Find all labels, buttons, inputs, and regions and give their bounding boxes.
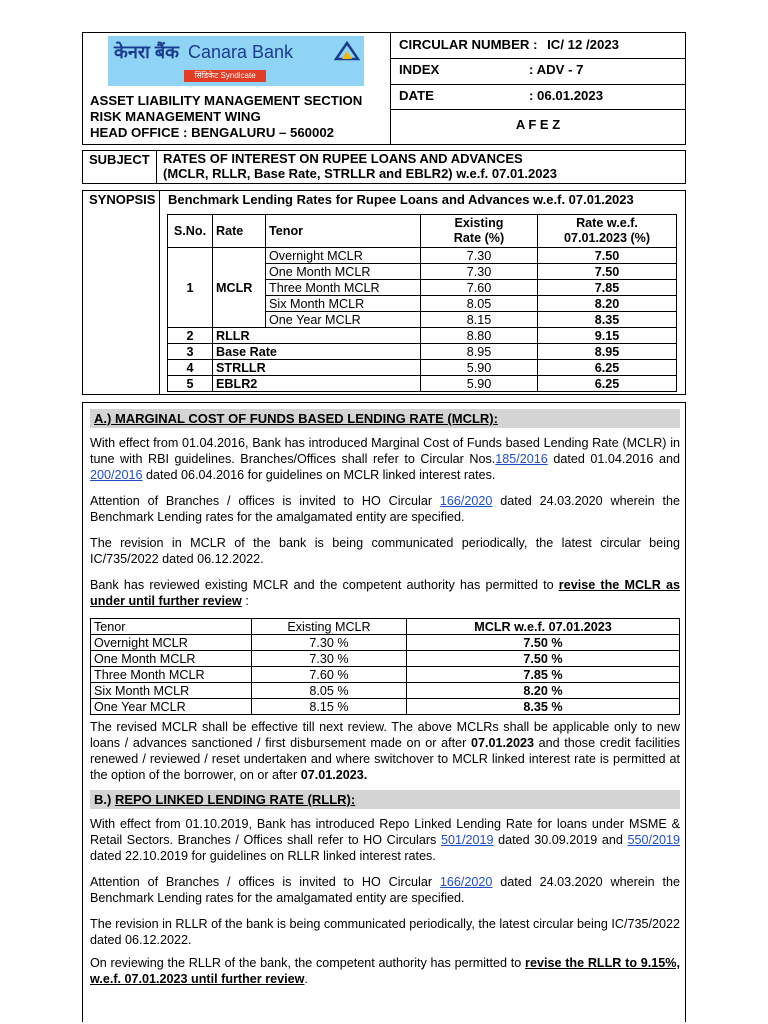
para-text: and those credit facilities renewed / reviewed / reset undertaken and where switchover to MCLR linked interest rate is permitted at the option of the borrower, on or after bbox=[90, 736, 680, 782]
table-row bbox=[168, 248, 677, 264]
cell-existing: 8.05 bbox=[421, 296, 538, 312]
th-tenor: Tenor bbox=[91, 619, 252, 635]
cell-new: 8.35 % bbox=[407, 699, 680, 715]
address-line-2: RISK MANAGEMENT WING bbox=[90, 109, 261, 124]
synopsis-rate-table bbox=[167, 214, 677, 392]
canara-bank-logo bbox=[108, 36, 364, 86]
para-text: The revised MCLR shall be effective till next review. The above MCLRs shall be applicable only to new loans / advances sanctioned / first disbursement made on or after bbox=[90, 720, 680, 750]
table-row bbox=[168, 360, 677, 376]
subject-label: SUBJECT bbox=[89, 152, 150, 167]
cell-existing: 8.15 % bbox=[252, 699, 407, 715]
index-value: : ADV - 7 bbox=[529, 62, 584, 77]
section-a-para-5 bbox=[90, 719, 680, 783]
table-row bbox=[91, 667, 680, 683]
th-new-line1: Rate w.e.f. bbox=[576, 216, 638, 230]
cell-existing: 8.80 bbox=[421, 328, 538, 344]
cell-new: 9.15 bbox=[538, 328, 677, 344]
para-text: dated 30.09.2019 and bbox=[493, 833, 628, 847]
cell-tenor: One Month MCLR bbox=[91, 651, 252, 667]
index-label: INDEX bbox=[399, 62, 440, 77]
cell-rate: EBLR2 bbox=[213, 376, 421, 392]
para-text: dated 01.04.2016 and bbox=[547, 452, 680, 466]
section-b-para-2 bbox=[90, 874, 680, 906]
cell-new: 8.35 bbox=[538, 312, 677, 328]
section-b-heading-text: REPO LINKED LENDING RATE (RLLR): bbox=[114, 792, 356, 807]
circular-number-label: CIRCULAR NUMBER : bbox=[399, 37, 538, 52]
cell-sno: 4 bbox=[168, 360, 213, 376]
header-box bbox=[82, 32, 686, 145]
circular-166-2020-link[interactable]: 166/2020 bbox=[439, 875, 493, 889]
section-a-heading-text: A.) MARGINAL COST OF FUNDS BASED LENDING RATE (MCLR): bbox=[94, 411, 498, 426]
th-existing-line2: Rate (%) bbox=[453, 231, 505, 245]
address-line-3: HEAD OFFICE : BENGALURU – 560002 bbox=[90, 125, 335, 140]
cell-new: 7.85 % bbox=[407, 667, 680, 683]
circular-200-2016-link[interactable]: 200/2016 bbox=[90, 468, 143, 482]
table-row bbox=[91, 651, 680, 667]
cell-tenor: Three Month MCLR bbox=[91, 667, 252, 683]
para-emphasis: revise the MCLR as under until further review bbox=[90, 578, 681, 608]
section-a-para-4 bbox=[90, 577, 680, 609]
th-rate: Rate bbox=[213, 215, 266, 248]
section-b-para-3: The revision in RLLR of the bank is being communicated periodically, the latest circular being IC/735/2022 dated 06.12.2022. bbox=[90, 917, 680, 947]
para-text: dated 24.03.2020 wherein the Benchmark Lending rates for the amalgamated entity are specified. bbox=[90, 494, 680, 524]
th-existing-line1: Existing bbox=[454, 216, 504, 230]
para-emphasis: revise the RLLR to 9.15%, w.e.f. 07.01.2023 until further review bbox=[90, 956, 680, 986]
section-b-para-4 bbox=[90, 955, 680, 987]
subject-line-2: (MCLR, RLLR, Base Rate, STRLLR and EBLR2) w.e.f. 07.01.2023 bbox=[163, 166, 557, 181]
mclr-revision-table bbox=[90, 618, 680, 715]
table-row bbox=[168, 328, 677, 344]
para-text: dated 22.10.2019 for guidelines on RLLR linked interest rates. bbox=[90, 849, 436, 863]
cell-sno: 2 bbox=[168, 328, 213, 344]
date-value: : 06.01.2023 bbox=[529, 88, 604, 103]
th-sno: S.No. bbox=[168, 215, 213, 248]
cell-existing: 5.90 bbox=[421, 376, 538, 392]
cell-rate: Base Rate bbox=[213, 344, 421, 360]
cell-new: 7.85 bbox=[538, 280, 677, 296]
th-new-line2: 07.01.2023 (%) bbox=[563, 231, 651, 245]
cell-new: 6.25 bbox=[538, 360, 677, 376]
para-text: With effect from 01.04.2016, Bank has introduced Marginal Cost of Funds based Lending Rate (MCLR) in tune with RBI guidelines. Branches/Offices shall refer to Circular Nos. bbox=[90, 436, 680, 466]
circular-550-2019-link[interactable]: 550/2019 bbox=[627, 833, 680, 847]
cell-new: 7.50 % bbox=[407, 635, 680, 651]
table-row bbox=[91, 635, 680, 651]
th-existing-mclr: Existing MCLR bbox=[252, 619, 407, 635]
cell-new: 8.20 % bbox=[407, 683, 680, 699]
subject-box bbox=[82, 150, 686, 184]
section-a-heading bbox=[90, 409, 680, 428]
cell-mclr-label: MCLR bbox=[213, 248, 266, 328]
cell-rate: RLLR bbox=[213, 328, 421, 344]
cell-tenor: One Year MCLR bbox=[91, 699, 252, 715]
th-new bbox=[538, 215, 677, 248]
cell-new: 7.50 bbox=[538, 264, 677, 280]
synopsis-label: SYNOPSIS bbox=[89, 192, 156, 207]
cell-new: 8.20 bbox=[538, 296, 677, 312]
circular-number-value: IC/ 12 /2023 bbox=[547, 37, 619, 52]
table-row bbox=[91, 699, 680, 715]
syndicate-badge: सिंडिकेट Syndicate bbox=[184, 70, 266, 82]
section-a-para-1 bbox=[90, 435, 680, 483]
section-b-heading bbox=[90, 790, 680, 809]
cell-tenor: Three Month MCLR bbox=[266, 280, 421, 296]
para-text: dated 06.04.2016 for guidelines on MCLR linked interest rates. bbox=[142, 468, 496, 482]
section-a-para-2 bbox=[90, 493, 680, 525]
cell-rate: STRLLR bbox=[213, 360, 421, 376]
cell-new: 7.50 bbox=[538, 248, 677, 264]
address-block bbox=[90, 93, 362, 141]
circular-185-2016-link[interactable]: 185/2016 bbox=[495, 452, 548, 466]
cell-tenor: Six Month MCLR bbox=[91, 683, 252, 699]
table-row bbox=[91, 683, 680, 699]
cell-existing: 7.30 % bbox=[252, 635, 407, 651]
para-text: . bbox=[304, 972, 308, 986]
cell-new: 8.95 bbox=[538, 344, 677, 360]
para-bold-date: 07.01.2023 bbox=[470, 736, 534, 750]
section-a-para-3: The revision in MCLR of the bank is being communicated periodically, the latest circular being IC/735/2022 dated 06.12.2022. bbox=[90, 536, 680, 566]
section-b-para-1 bbox=[90, 816, 680, 864]
cell-mclr-sno: 1 bbox=[168, 248, 213, 328]
cell-tenor: One Month MCLR bbox=[266, 264, 421, 280]
date-label: DATE bbox=[399, 88, 434, 103]
cell-tenor: One Year MCLR bbox=[266, 312, 421, 328]
synopsis-title: Benchmark Lending Rates for Rupee Loans and Advances w.e.f. 07.01.2023 bbox=[168, 192, 634, 207]
table-row bbox=[168, 344, 677, 360]
triangle-logo-icon bbox=[334, 41, 360, 61]
subject-line-1: RATES OF INTEREST ON RUPEE LOANS AND ADVANCES bbox=[163, 151, 523, 166]
cell-new: 7.50 % bbox=[407, 651, 680, 667]
cell-existing: 8.15 bbox=[421, 312, 538, 328]
circular-166-2020-link[interactable]: 166/2020 bbox=[439, 494, 493, 508]
circular-501-2019-link[interactable]: 501/2019 bbox=[440, 833, 494, 847]
cell-existing: 7.30 bbox=[421, 248, 538, 264]
para-text: Attention of Branches / offices is invited to HO Circular bbox=[90, 875, 440, 889]
cell-existing: 7.30 bbox=[421, 264, 538, 280]
para-text: : bbox=[241, 594, 249, 608]
th-existing bbox=[421, 215, 538, 248]
th-tenor: Tenor bbox=[266, 215, 421, 248]
cell-existing: 8.05 % bbox=[252, 683, 407, 699]
cell-existing: 7.30 % bbox=[252, 651, 407, 667]
logo-english: Canara Bank bbox=[187, 42, 294, 62]
para-text: With effect from 01.10.2019, Bank has introduced Repo Linked Lending Rate for loans under MSME & Retail Sectors. Branches / Offices shall refer to HO Circulars bbox=[90, 817, 680, 847]
circular-code: A F E Z bbox=[515, 117, 561, 132]
cell-sno: 3 bbox=[168, 344, 213, 360]
logo-hindi: केनरा बैंक bbox=[114, 42, 179, 62]
section-b-heading-prefix: B.) bbox=[94, 792, 115, 807]
cell-sno: 5 bbox=[168, 376, 213, 392]
para-text: dated 24.03.2020 wherein the Benchmark Lending rates for the amalgamated entity are specified. bbox=[90, 875, 680, 905]
cell-tenor: Overnight MCLR bbox=[266, 248, 421, 264]
para-text: Attention of Branches / offices is invited to HO Circular bbox=[90, 494, 440, 508]
body-box bbox=[82, 402, 686, 1022]
address-line-1: ASSET LIABILITY MANAGEMENT SECTION bbox=[90, 93, 363, 108]
cell-tenor: Overnight MCLR bbox=[91, 635, 252, 651]
table-row bbox=[168, 376, 677, 392]
cell-existing: 7.60 bbox=[421, 280, 538, 296]
cell-existing: 5.90 bbox=[421, 360, 538, 376]
th-new-mclr: MCLR w.e.f. 07.01.2023 bbox=[407, 619, 680, 635]
cell-existing: 8.95 bbox=[421, 344, 538, 360]
cell-new: 6.25 bbox=[538, 376, 677, 392]
para-text: On reviewing the RLLR of the bank, the competent authority has permitted to bbox=[90, 956, 526, 970]
para-text: Bank has reviewed existing MCLR and the competent authority has permitted to bbox=[90, 578, 559, 592]
cell-existing: 7.60 % bbox=[252, 667, 407, 683]
cell-tenor: Six Month MCLR bbox=[266, 296, 421, 312]
synopsis-box bbox=[82, 190, 686, 395]
para-bold-date: 07.01.2023. bbox=[300, 768, 368, 782]
